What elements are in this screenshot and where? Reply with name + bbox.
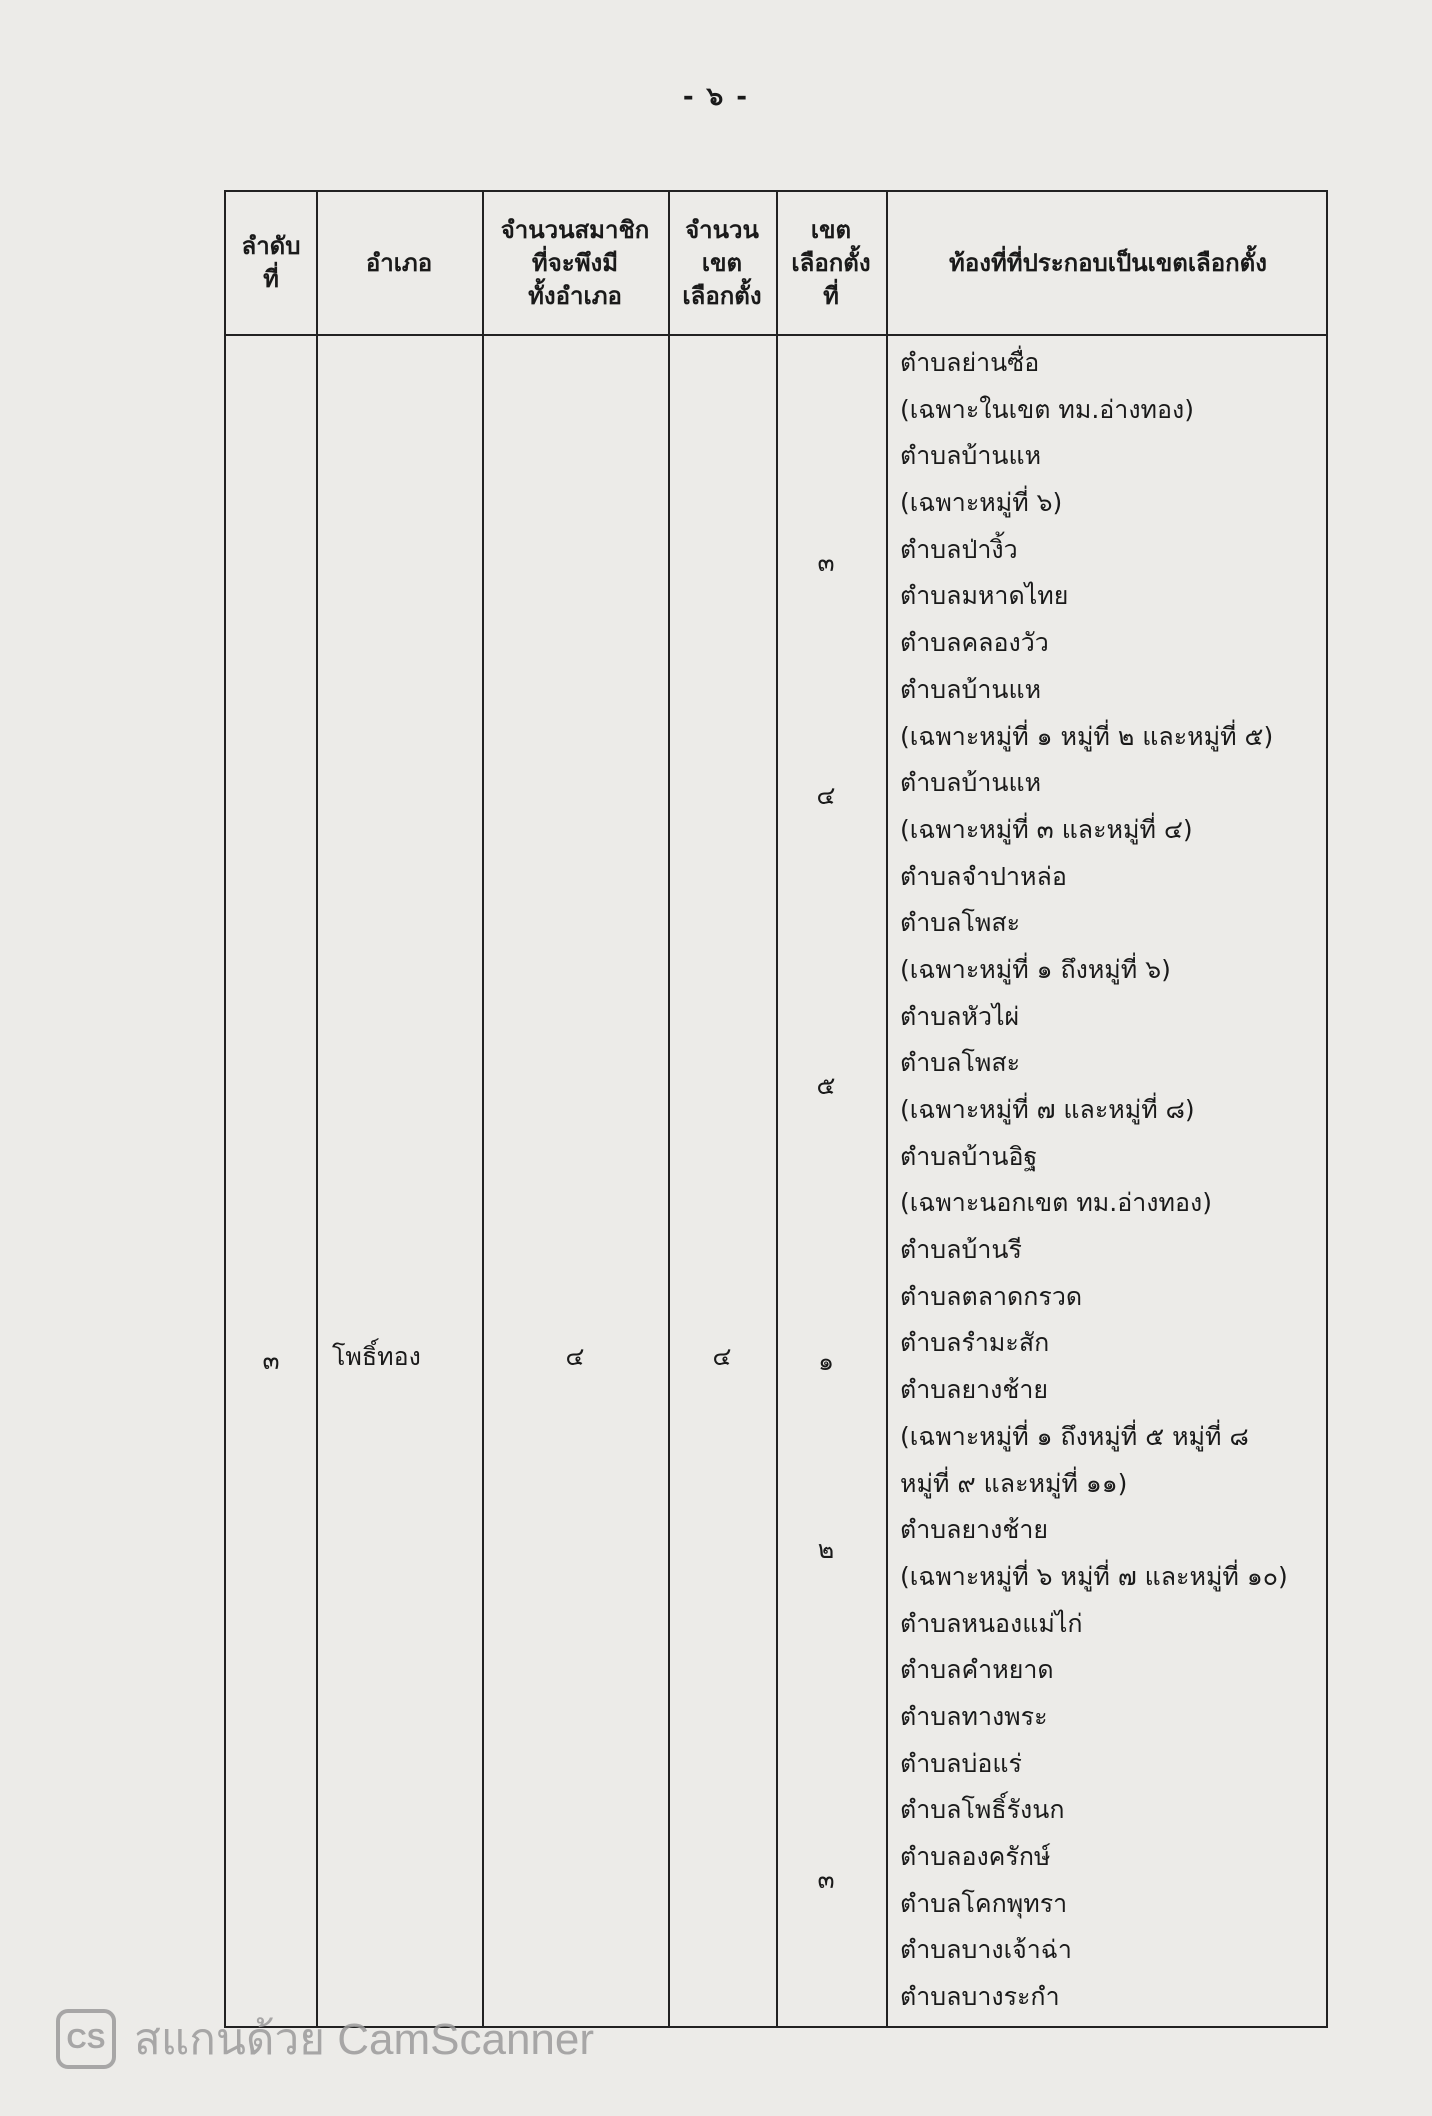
area-item: ตำบลบ้านแห — [900, 441, 1042, 471]
zone-number: ๒ — [817, 1535, 835, 1564]
zone-number: ๓ — [817, 548, 835, 577]
area-item: ตำบลตลาดกรวด — [900, 1281, 1083, 1311]
area-item: ตำบลบ่อแร่ — [900, 1748, 1022, 1778]
area-item: ตำบลโคกพุทรา — [900, 1888, 1068, 1918]
area-item: (เฉพาะหมู่ที่ ๖ หมู่ที่ ๗ และหมู่ที่ ๑๐) — [900, 1561, 1288, 1591]
row-members: ๔ — [565, 1342, 585, 1371]
area-item: (เฉพาะในเขต ทม.อ่างทอง) — [900, 394, 1195, 424]
zone-number: ๑ — [818, 1347, 834, 1376]
area-item: ตำบลจำปาหล่อ — [900, 861, 1067, 891]
header-areas: ท้องที่ที่ประกอบเป็นเขตเลือกตั้ง — [949, 248, 1267, 277]
area-item: ตำบลบ้านแห — [900, 768, 1042, 798]
column-divider — [482, 192, 484, 2026]
header-num-zones: จำนวน เขต เลือกตั้ง — [682, 215, 762, 310]
area-item: ตำบลรำมะสัก — [900, 1328, 1050, 1358]
area-item: ตำบลยางช้าย — [900, 1375, 1049, 1405]
column-divider — [776, 192, 778, 2026]
header-members: จำนวนสมาชิก ที่จะพึงมี ทั้งอำเภอ — [500, 215, 650, 310]
header-order: ลำดับ ที่ — [241, 232, 301, 293]
area-item: (เฉพาะนอกเขต ทม.อ่างทอง) — [900, 1188, 1212, 1218]
area-item: ตำบลองครักษ์ — [900, 1842, 1051, 1871]
area-item: (เฉพาะหมู่ที่ ๑ หมู่ที่ ๒ และหมู่ที่ ๕) — [900, 721, 1274, 751]
area-item: ตำบลคำหยาด — [900, 1655, 1054, 1685]
header-divider — [226, 334, 1326, 336]
area-item: ตำบลบางเจ้าฉ่า — [900, 1935, 1072, 1965]
column-divider — [886, 192, 888, 2026]
area-item: หมู่ที่ ๙ และหมู่ที่ ๑๑) — [900, 1468, 1128, 1498]
area-item: ตำบลป่างิ้ว — [900, 534, 1018, 564]
area-item: ตำบลโพสะ — [900, 1048, 1021, 1078]
area-item: ตำบลหนองแม่ไก่ — [900, 1608, 1083, 1638]
area-item: ตำบลทางพระ — [900, 1701, 1048, 1731]
header-district: อำเภอ — [365, 248, 433, 277]
column-divider — [668, 192, 670, 2026]
constituency-table — [224, 190, 1328, 2028]
area-item: (เฉพาะหมู่ที่ ๖) — [900, 488, 1063, 518]
area-item: ตำบลบางระกำ — [900, 1982, 1060, 2012]
area-item: ตำบลคลองวัว — [900, 628, 1049, 658]
area-item: (เฉพาะหมู่ที่ ๑ ถึงหมู่ที่ ๖) — [900, 954, 1171, 984]
row-num-zones: ๔ — [712, 1342, 732, 1371]
camscanner-logo-icon: CS — [56, 2009, 116, 2069]
camscanner-watermark — [56, 2004, 594, 2074]
area-item: ตำบลบ้านแห — [900, 674, 1042, 704]
area-item: ตำบลหัวไผ่ — [900, 1001, 1020, 1031]
area-item: (เฉพาะหมู่ที่ ๑ ถึงหมู่ที่ ๕ หมู่ที่ ๘ — [900, 1421, 1249, 1451]
page-number: - ๖ - — [682, 82, 750, 112]
zone-number: ๕ — [816, 1071, 836, 1100]
area-list — [900, 340, 1288, 2021]
area-item: ตำบลโพธิ์รังนก — [900, 1795, 1065, 1825]
column-divider — [316, 192, 318, 2026]
zone-number: ๔ — [816, 781, 836, 810]
header-zone: เขต เลือกตั้ง ที่ — [791, 215, 871, 310]
area-item: ตำบลบ้านอิฐ — [900, 1141, 1038, 1171]
row-order: ๓ — [262, 1346, 280, 1375]
area-item: ตำบลบ้านรี — [900, 1235, 1022, 1265]
area-item: (เฉพาะหมู่ที่ ๗ และหมู่ที่ ๘) — [900, 1095, 1195, 1124]
area-item: (เฉพาะหมู่ที่ ๓ และหมู่ที่ ๔) — [900, 814, 1193, 844]
row-district: โพธิ์ทอง — [332, 1342, 421, 1371]
zone-number: ๓ — [817, 1865, 835, 1894]
watermark-text: สแกนด้วย CamScanner — [134, 2015, 595, 2064]
area-item: ตำบลโพสะ — [900, 908, 1021, 938]
area-item: ตำบลยางช้าย — [900, 1515, 1049, 1545]
area-item: ตำบลย่านซื่อ — [900, 348, 1040, 377]
area-item: ตำบลมหาดไทย — [900, 581, 1069, 611]
